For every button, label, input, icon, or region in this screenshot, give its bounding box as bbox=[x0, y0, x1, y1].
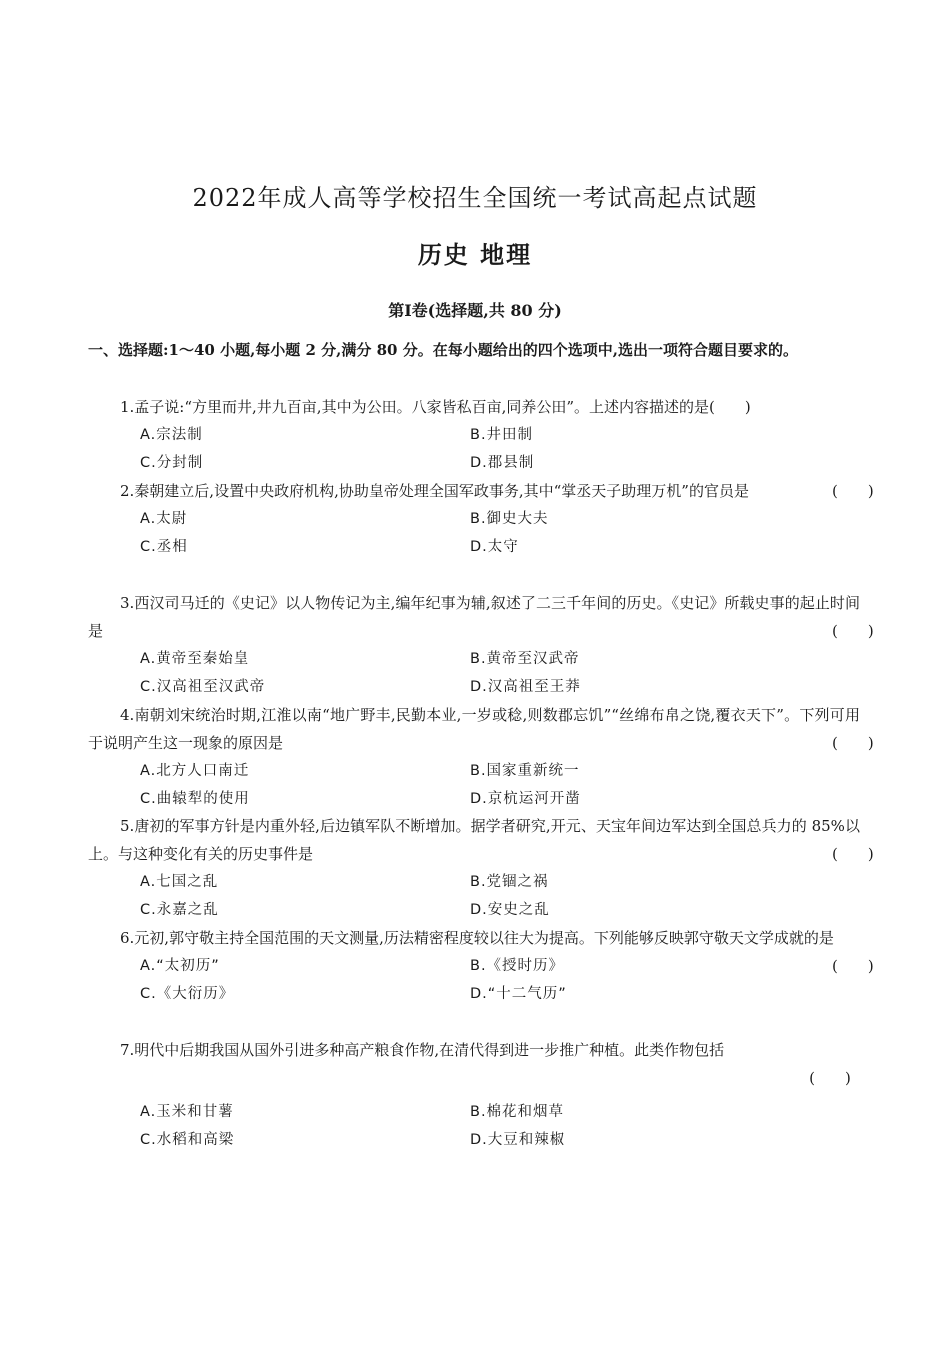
answer-paren: ( ) bbox=[809, 1069, 851, 1087]
question-3 bbox=[88, 589, 874, 701]
question-1 bbox=[88, 393, 860, 477]
question-stem-text: 6.元初,郭守敬主持全国范围的天文测量,历法精密程度较以往大为提高。下列能够反映郭守敬天文学成就的是 bbox=[120, 929, 834, 947]
question-options bbox=[88, 868, 860, 924]
question-4 bbox=[88, 701, 874, 813]
option-d: D.汉高祖至王莽 bbox=[470, 679, 581, 695]
question-options bbox=[88, 421, 860, 477]
question-options bbox=[88, 645, 860, 701]
option-b: B.黄帝至汉武帝 bbox=[470, 651, 580, 667]
section-title: 第Ⅰ卷(选择题,共 80 分) bbox=[388, 301, 562, 320]
question-7 bbox=[88, 1036, 860, 1154]
option-b: B.御史大夫 bbox=[470, 511, 549, 527]
question-stem-text: 5.唐初的军事方针是内重外轻,后边镇军队不断增加。据学者研究,开元、天宝年间边军达到全国总兵力的 85%以上。与这种变化有关的历史事件是 bbox=[88, 817, 860, 863]
question-stem-text: 2.秦朝建立后,设置中央政府机构,协助皇帝处理全国军政事务,其中“掌丞天子助理万机”的官员是 bbox=[120, 482, 749, 500]
question-stem bbox=[88, 701, 874, 757]
option-d: D.“十二气历” bbox=[470, 986, 567, 1002]
option-d: D.安史之乱 bbox=[470, 902, 550, 918]
option-c: C.永嘉之乱 bbox=[140, 902, 219, 918]
answer-paren-row bbox=[88, 1064, 860, 1092]
option-c: C.曲辕犁的使用 bbox=[140, 791, 250, 807]
option-a: A.玉米和甘薯 bbox=[140, 1104, 234, 1120]
option-a: A.宗法制 bbox=[140, 427, 203, 443]
option-a: A.七国之乱 bbox=[140, 874, 219, 890]
instructions: 一、选择题:1～40 小题,每小题 2 分,满分 80 分。在每小题给出的四个选项中,选出一项符合题目要求的。 bbox=[88, 341, 798, 359]
option-c: C.《大衍历》 bbox=[140, 986, 235, 1002]
option-c: C.水稻和高梁 bbox=[140, 1132, 235, 1148]
option-a: A.黄帝至秦始皇 bbox=[140, 651, 250, 667]
option-d: D.京杭运河开凿 bbox=[470, 791, 581, 807]
option-a: A.“太初历” bbox=[140, 958, 220, 974]
option-b: B.井田制 bbox=[470, 427, 534, 443]
question-5 bbox=[88, 812, 874, 924]
option-b: B.国家重新统一 bbox=[470, 763, 580, 779]
question-2 bbox=[88, 477, 874, 561]
option-b: B.党锢之祸 bbox=[470, 874, 549, 890]
answer-paren: ( ) bbox=[832, 845, 874, 863]
answer-paren: ( ) bbox=[832, 622, 874, 640]
question-stem-text: 4.南朝刘宋统治时期,江淮以南“地广野丰,民勤本业,一岁或稔,则数郡忘饥”“丝绵布帛之饶,覆衣天下”。下列可用于说明产生这一现象的原因是 bbox=[88, 706, 860, 752]
option-b: B.棉花和烟草 bbox=[470, 1104, 565, 1120]
option-a: A.太尉 bbox=[140, 511, 188, 527]
question-stem bbox=[88, 812, 874, 868]
answer-paren: ( ) bbox=[832, 734, 874, 752]
question-options bbox=[88, 952, 800, 1008]
exam-subject: 历史 地理 bbox=[417, 240, 533, 269]
question-stem bbox=[88, 589, 874, 645]
option-c: C.丞相 bbox=[140, 539, 188, 555]
exam-title: 2022年成人高等学校招生全国统一考试高起点试题 bbox=[192, 184, 758, 212]
option-d: D.郡县制 bbox=[470, 455, 535, 471]
option-d: D.太守 bbox=[470, 539, 519, 555]
question-stem bbox=[88, 477, 874, 505]
option-a: A.北方人口南迁 bbox=[140, 763, 250, 779]
answer-paren: ( ) bbox=[832, 957, 874, 975]
question-stem-text: 3.西汉司马迁的《史记》以人物传记为主,编年纪事为辅,叙述了二三千年间的历史。《史记》所载史事的起止时间是 bbox=[88, 594, 860, 640]
question-stem: 7.明代中后期我国从国外引进多种高产粮食作物,在清代得到进一步推广种植。此类作物包括 bbox=[120, 1041, 725, 1059]
question-options bbox=[88, 505, 860, 561]
question-6 bbox=[88, 924, 874, 1008]
option-c: C.分封制 bbox=[140, 455, 204, 471]
option-d: D.大豆和辣椒 bbox=[470, 1132, 566, 1148]
option-c: C.汉高祖至汉武帝 bbox=[140, 679, 266, 695]
option-b: B.《授时历》 bbox=[470, 958, 565, 974]
question-options bbox=[88, 1098, 860, 1154]
answer-paren: ( ) bbox=[832, 482, 874, 500]
question-options bbox=[88, 757, 860, 813]
question-stem: 1.孟子说:“方里而井,井九百亩,其中为公田。八家皆私百亩,同养公田”。上述内容描述的是( ) bbox=[120, 398, 751, 416]
